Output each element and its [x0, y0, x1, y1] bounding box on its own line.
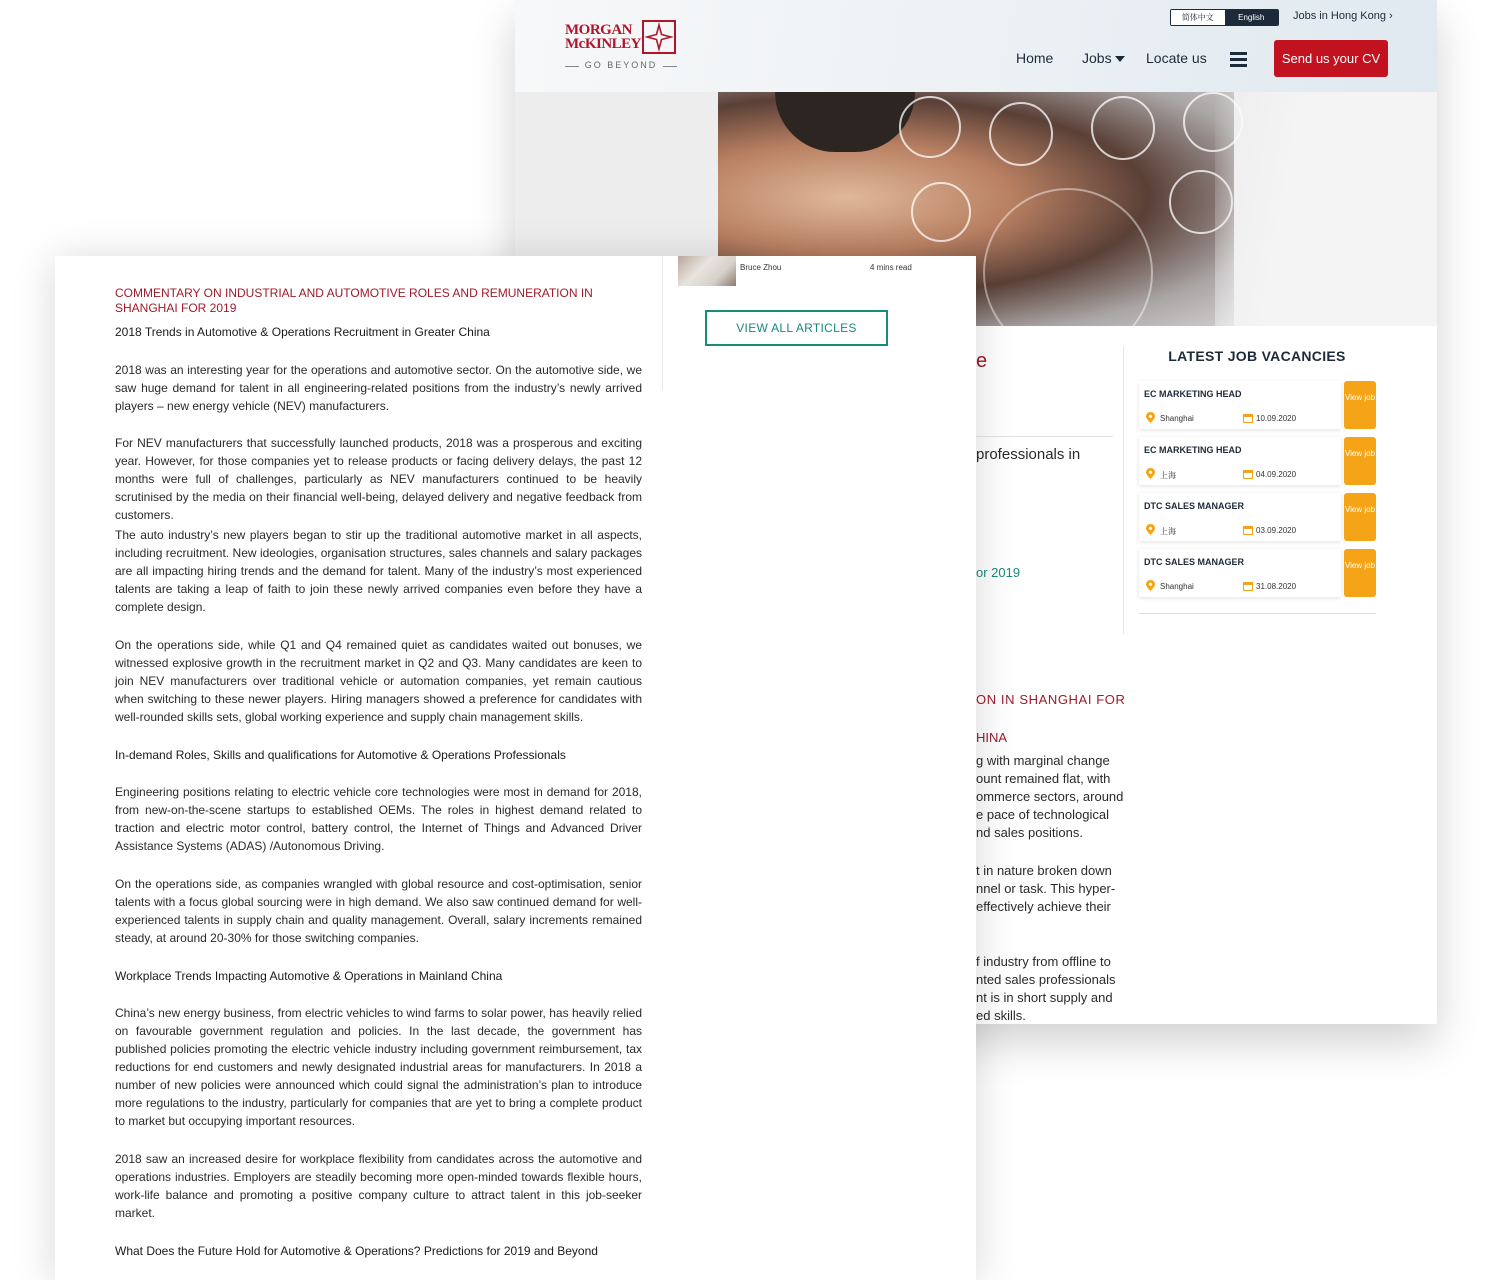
nav-jobs[interactable]: Jobs: [1082, 50, 1112, 66]
send-cv-button[interactable]: Send us your CV: [1274, 40, 1388, 77]
job-date: 04.09.2020: [1256, 470, 1297, 479]
partial-paragraph-2-line-3: effectively achieve their: [976, 899, 1111, 914]
partial-heading-fragment-2: HINA: [976, 730, 1008, 745]
article-paragraph: Engineering positions relating to electric vehicle core technologies were most in demand for 2018, from new-on-the-scene startups to established OEMs. The roles in highest demand related to traction and electric motor control, battery control, the Internet of Things and Advanced Driver Assistance Systems (ADAS) /Autonomous Driving.: [115, 785, 642, 853]
job-date: 10.09.2020: [1256, 414, 1297, 423]
article-document: [55, 256, 976, 1280]
nav-locate-us[interactable]: Locate us: [1146, 50, 1207, 66]
job-card-body[interactable]: [1139, 437, 1341, 485]
logo-star-icon: [642, 20, 676, 54]
job-date: 03.09.2020: [1256, 526, 1297, 535]
partial-paragraph-3-line-4: ed skills.: [976, 1008, 1026, 1023]
users-circle-icon: [899, 96, 961, 158]
partial-teal-link[interactable]: or 2019: [976, 565, 1021, 580]
partial-paragraph-1-line-2: ount remained flat, with: [976, 771, 1111, 786]
article-thumbnail[interactable]: [678, 256, 736, 286]
partial-paragraph-3-line-3: nt is in short supply and: [976, 990, 1113, 1005]
article-paragraph: 2018 saw an increased desire for workplace flexibility from candidates across the automotive and operations industries. Employers are steadily becoming more open-minded towards flexible hours, work-life balance and promoting a positive company culture to attract talent in this job-seeker market.: [115, 1152, 642, 1220]
job-role: DTC SALES MANAGER: [1144, 557, 1245, 567]
partial-paragraph-1-line-5: nd sales positions.: [976, 825, 1083, 840]
language-toggle[interactable]: [1170, 9, 1279, 26]
view-job-button[interactable]: View job: [1344, 437, 1376, 485]
partial-paragraph-1-line-3: ommerce sectors, around: [976, 789, 1124, 804]
jobs-location-link[interactable]: Jobs in Hong Kong ›: [1293, 10, 1393, 22]
job-card[interactable]: [1139, 437, 1376, 485]
job-card[interactable]: [1139, 549, 1376, 597]
view-job-button[interactable]: View job: [1344, 493, 1376, 541]
nav-home[interactable]: Home: [1016, 50, 1054, 66]
partial-heading-fragment: ON IN SHANGHAI FOR: [976, 692, 1126, 707]
job-card[interactable]: [1139, 493, 1376, 541]
mail-circle-icon: [1091, 96, 1155, 160]
article-paragraph: On the operations side, while Q1 and Q4 remained quiet as candidates waited out bonuses, we witnessed explosive growth in the recruitment market in Q2 and Q3. Many candidates are keen to join NEV manufacturers over traditional vehicle or automation companies, yet remain cautious when switching to these newer players. Hiring managers showed a preference for candidates with well-rounded skills sets, global working experience and supply chain management skills.: [115, 638, 642, 724]
partial-paragraph-3-line-1: f industry from offline to: [976, 954, 1111, 969]
hamburger-menu-icon[interactable]: [1230, 52, 1247, 66]
hero-fade-overlay: [1215, 92, 1437, 326]
article-paragraph: 2018 was an interesting year for the operations and automotive sector. On the automotive side, we saw huge demand for talent in all engineering-related positions from the industry’s newly arrived players – new energy vehicle (NEV) manufacturers.: [115, 363, 642, 413]
job-card-body[interactable]: [1139, 549, 1341, 597]
job-card[interactable]: [1139, 381, 1376, 429]
partial-subtitle-fragment: professionals in: [976, 446, 1081, 463]
view-job-button[interactable]: View job: [1344, 381, 1376, 429]
job-location: Shanghai: [1160, 582, 1194, 591]
partial-paragraph-2-line-2: nnel or task. This hyper-: [976, 881, 1116, 896]
article-paragraph: For NEV manufacturers that successfully launched products, 2018 was a prosperous and exciting year. However, for those companies yet to release products or facing delivery delays, the past 12 months were full of challenges, particularly as NEV manufacturers continued to be heavily scrutinised by the media on their financial well-being, delayed delivery and negative feedback from customers.: [115, 436, 642, 522]
view-all-articles-button[interactable]: VIEW ALL ARTICLES: [705, 310, 888, 346]
logo-text-line2: McKINLEY: [565, 36, 641, 52]
article-title: COMMENTARY ON INDUSTRIAL AND AUTOMOTIVE ROLES AND REMUNERATION IN SHANGHAI FOR 2019: [115, 286, 593, 315]
job-role: EC MARKETING HEAD: [1144, 389, 1242, 399]
article-paragraph: China’s new energy business, from electric vehicles to wind farms to solar power, has heavily relied on favourable government regulation and policies. In the last decade, the government has published policies promoting the electric vehicle industry including government reimbursement, tax reductions for end customers and newly designated industrial areas for manufacturers. In 2018 a number of new policies were announced which could signal the administration’s plan to introduce more regulations to the industry, particularly for companies that are yet to bring a complete product to market but occupying important resources.: [115, 1006, 642, 1128]
partial-paragraph-1-line-4: e pace of technological: [976, 807, 1109, 822]
article-read-time: 4 mins read: [870, 263, 912, 272]
lang-english-option[interactable]: English: [1225, 10, 1279, 25]
partial-paragraph-1-line-1: g with marginal change: [976, 753, 1110, 768]
partial-paragraph-3-line-2: nted sales professionals: [976, 972, 1116, 987]
article-section-heading: Workplace Trends Impacting Automotive & Operations in Mainland China: [115, 969, 503, 983]
job-location: Shanghai: [1160, 414, 1194, 423]
job-location: 上海: [1160, 471, 1176, 480]
vacancies-bottom-divider: [1139, 613, 1376, 614]
calendar-icon: [1243, 581, 1253, 591]
lang-chinese-option[interactable]: 简体中文: [1171, 10, 1225, 25]
logo-text-line1: MORGAN: [565, 22, 632, 38]
column-divider: [662, 256, 663, 390]
location-pin-icon: [1146, 468, 1155, 479]
latest-jobs-title: LATEST JOB VACANCIES: [1168, 348, 1346, 364]
chevron-down-icon[interactable]: [1115, 56, 1125, 62]
location-pin-icon: [1146, 580, 1155, 591]
site-header: [515, 0, 1437, 92]
calendar-icon: [1243, 525, 1253, 535]
article-section-heading: In-demand Roles, Skills and qualifications for Automotive & Operations Professionals: [115, 748, 566, 762]
article-subtitle: 2018 Trends in Automotive & Operations Recruitment in Greater China: [115, 325, 490, 339]
partial-paragraph-2-line-1: t in nature broken down: [976, 863, 1112, 878]
article-paragraph: On the operations side, as companies wrangled with global resource and cost-optimisation, senior talents with a focus global sourcing were in high demand. We also saw continued demand for well-experienced talents in supply chain and quality management. Overall, salary increments remained steady, at around 20-30% for those switching companies.: [115, 877, 642, 945]
job-card-body[interactable]: [1139, 493, 1341, 541]
view-job-button[interactable]: View job: [1344, 549, 1376, 597]
article-paragraph: The auto industry’s new players began to stir up the traditional automotive market in all aspects, including recruitment. New ideologies, organisation structures, sales channels and salary packages are all impacting hiring trends and the demand for talent. Many of the industry’s most experienced talents are taking a leap of faith to join these newly arrived companies even before they have a complete design.: [115, 528, 642, 614]
partial-divider: [976, 436, 1113, 437]
location-pin-icon: [1146, 412, 1155, 423]
calendar-icon: [1243, 469, 1253, 479]
share-circle-icon: [989, 102, 1053, 166]
partial-title-fragment: e: [976, 350, 988, 372]
job-role: EC MARKETING HEAD: [1144, 445, 1242, 455]
job-card-body[interactable]: [1139, 381, 1341, 429]
job-role: DTC SALES MANAGER: [1144, 501, 1245, 511]
logo-tagline: GO BEYOND: [565, 60, 677, 70]
location-pin-icon: [1146, 524, 1155, 535]
article-section-heading: What Does the Future Hold for Automotive & Operations? Predictions for 2019 and Beyond: [115, 1244, 598, 1258]
calendar-icon: [1243, 413, 1253, 423]
morgan-mckinley-logo[interactable]: [565, 20, 677, 72]
job-location: 上海: [1160, 527, 1176, 536]
network-circle-icon: [911, 182, 971, 242]
sidebar-divider: [1123, 346, 1124, 634]
job-date: 31.08.2020: [1256, 582, 1297, 591]
article-author: Bruce Zhou: [740, 263, 782, 272]
